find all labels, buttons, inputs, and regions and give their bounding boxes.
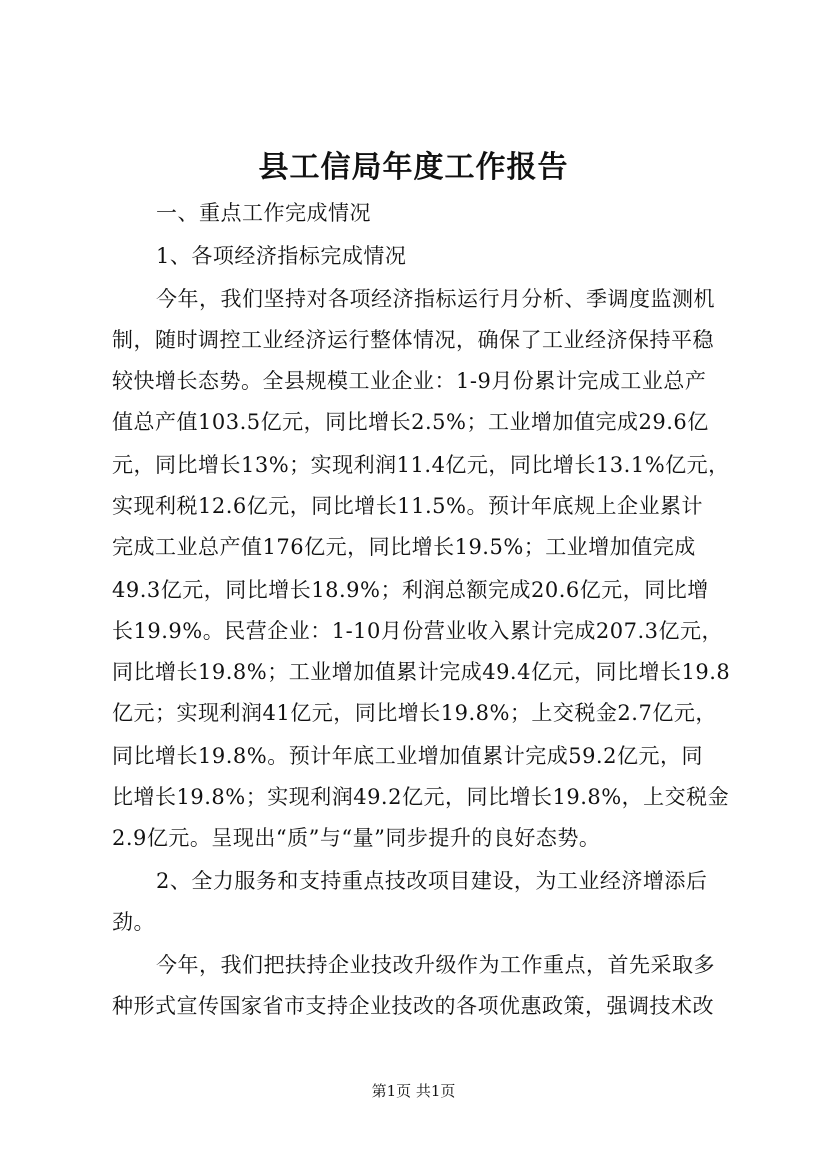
paragraph-line: 完成工业总产值176亿元，同比增长19.5%；工业增加值完成 — [112, 535, 696, 559]
paragraph-line: 元，同比增长13%；实现利润11.4亿元，同比增长13.1%亿元， — [112, 453, 730, 477]
paragraph-line: 长19.9%。民营企业：1-10月份营业收入累计完成207.3亿元， — [112, 619, 724, 643]
paragraph-line: 种形式宣传国家省市支持企业技改的各项优惠政策，强调技术改 — [112, 994, 714, 1018]
paragraph-line: 今年，我们坚持对各项经济指标运行月分析、季调度监测机 — [156, 287, 715, 311]
paragraph-line: 49.3亿元，同比增长18.9%；利润总额完成20.6亿元，同比增 — [112, 578, 709, 602]
paragraph-line: 值总产值103.5亿元，同比增长2.5%；工业增加值完成29.6亿 — [112, 410, 709, 434]
paragraph-line: 较快增长态势。全县规模工业企业：1-9月份累计完成工业总产 — [112, 369, 707, 393]
paragraph-line: 同比增长19.8%；工业增加值累计完成49.4亿元，同比增长19.8 — [112, 660, 731, 684]
page-footer: 第1页 共1页 — [371, 1082, 456, 1100]
paragraph-line: 制，随时调控工业经济运行整体情况，确保了工业经济保持平稳 — [112, 328, 714, 352]
subsection-heading: 2、全力服务和支持重点技改项目建设，为工业经济增添后 — [156, 869, 708, 893]
subsection-heading-cont: 劲。 — [112, 910, 155, 934]
paragraph-line: 今年，我们把扶持企业技改升级作为工作重点，首先采取多 — [156, 953, 715, 977]
paragraph-line: 亿元；实现利润41亿元，同比增长19.8%；上交税金2.7亿元， — [112, 701, 717, 725]
paragraph-line: 同比增长19.8%。预计年底工业增加值累计完成59.2亿元，同 — [112, 744, 703, 768]
paragraph-line: 实现利税12.6亿元，同比增长11.5%。预计年底规上企业累计 — [112, 494, 703, 518]
paragraph-line: 比增长19.8%；实现利润49.2亿元，同比增长19.8%，上交税金 — [112, 785, 730, 809]
document-title: 县工信局年度工作报告 — [258, 150, 569, 185]
section-heading: 一、重点工作完成情况 — [156, 201, 371, 225]
subsection-heading: 1、各项经济指标完成情况 — [156, 244, 407, 268]
paragraph-line: 2.9亿元。呈现出“质”与“量”同步提升的良好态势。 — [112, 826, 601, 850]
